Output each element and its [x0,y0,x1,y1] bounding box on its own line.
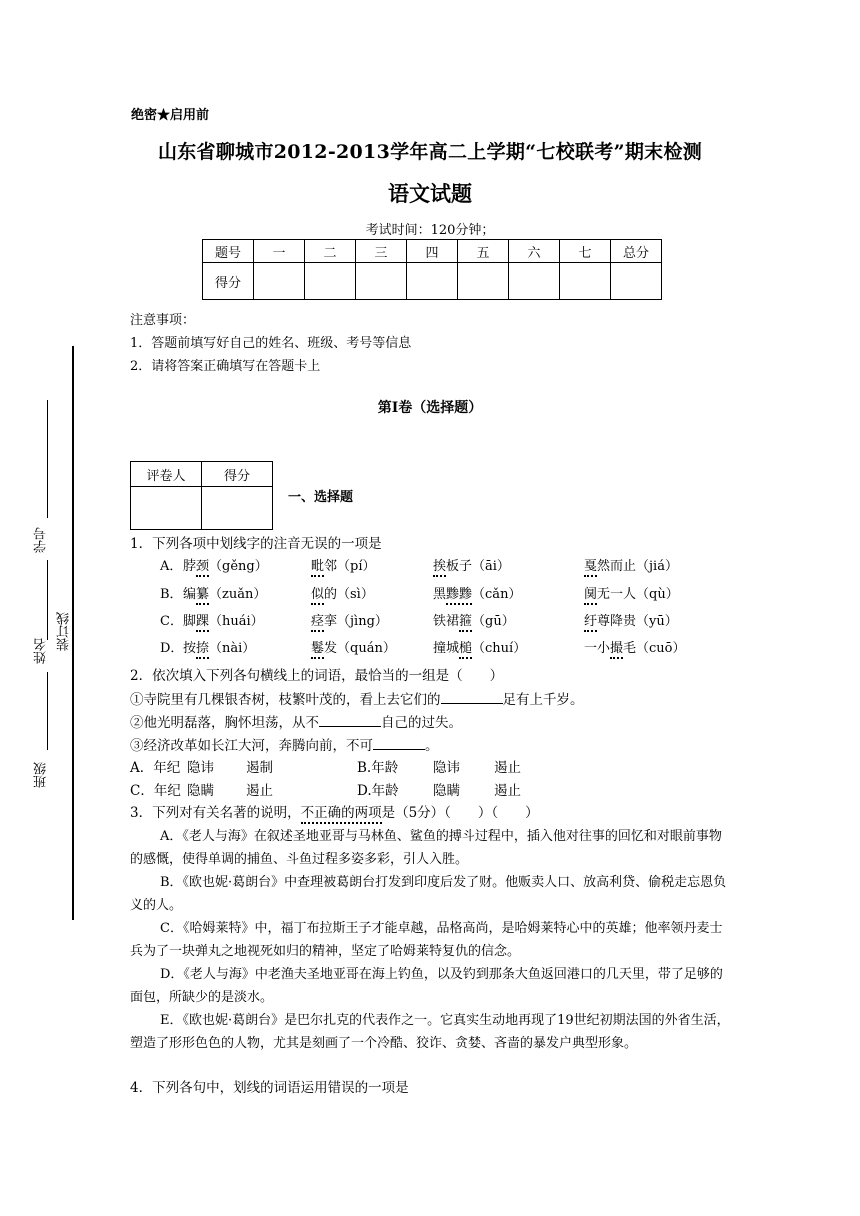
item-text: 邻（pí） [324,559,376,574]
pronunciation-item [433,637,526,656]
grader-header: 评卷人 [131,462,202,487]
note-item: 1．答题前填写好自己的姓名、班级、考号等信息 [130,336,412,351]
pronunciation-item [584,637,686,656]
score-header-cell: 三 [356,240,407,263]
exam-title: 山东省聊城市2012-2013学年高二上学期“七校联考”期末检测 [157,141,703,163]
score-cell[interactable] [509,263,560,300]
marked-character: 槌 [459,641,472,659]
score-cell[interactable] [560,263,611,300]
fill-blank[interactable] [441,691,503,704]
exam-time: 考试时间：120分钟； [365,223,495,238]
item-text: （gěng） [209,559,268,574]
marked-character: 撮 [610,641,623,659]
score-header-cell: 题号 [203,240,254,263]
fill-blank[interactable] [319,714,381,727]
item-text: 板子（āi） [446,559,510,574]
score-table-score-row [203,263,662,300]
marked-character: 纂 [196,587,209,605]
marked-character: 挨 [433,559,446,577]
notes-heading: 注意事项： [130,313,196,328]
name-blank-top[interactable] [47,560,48,640]
option-label: D.年龄 [357,783,399,799]
pronunciation-item [584,583,679,602]
score-table-header-row [203,240,662,263]
option-label: C．年纪 [130,783,181,799]
pronunciation-item [584,555,678,574]
pronunciation-item [311,583,374,602]
option-word: 遏制 [246,760,273,776]
class-label: 班级 [34,762,49,788]
question-2-sentence-1 [130,688,584,708]
item-text: 脚 [183,614,197,629]
marked-character: 踝 [196,614,209,632]
item-text: 编 [183,587,197,602]
marked-character: 颈 [196,559,209,577]
question-1-stem: 1．下列各项中划线字的注音无误的一项是 [130,536,382,552]
option-word: 遏止 [494,783,521,799]
score-header-cell: 二 [305,240,356,263]
option-word: 遏止 [246,783,273,799]
stem-text: 是（5分）（ ）（ ） [381,805,539,821]
score-header-cell: 六 [509,240,560,263]
sentence-text: 自己的过失。 [381,715,462,731]
grader-header: 得分 [202,462,273,487]
score-row-label: 得分 [203,263,254,300]
marked-character: 阒 [584,587,597,605]
item-text: 无一人（qù） [597,587,679,602]
score-header-cell: 七 [560,240,611,263]
grader-table [130,461,273,530]
pronunciation-item [183,637,255,656]
question-3-option-a: A．《老人与海》在叙述圣地亚哥与马林鱼、鲨鱼的搏斗过程中，插入他对往事的回忆和对眼前事物的感慨，使得单调的捕鱼、斗鱼过程多姿多彩，引人入胜。 [130,829,722,867]
item-text: （gū） [472,614,515,629]
item-text: （nài） [209,641,256,656]
marked-character: 箍 [459,614,472,632]
marked-character: 纡 [584,614,597,632]
question-3-option-e: E．《欧也妮·葛朗台》是巴尔扎克的代表作之一。它真实生动地再现了19世纪初期法国的外省生活，塑造了形形色色的人物，尤其是刻画了一个冷酷、狡诈、贪婪、吝啬的暴发户典型形象。 [130,1013,730,1051]
score-header-cell: 总分 [611,240,662,263]
item-text: 黑 [433,587,447,602]
pronunciation-item [311,610,388,629]
item-text: 尊降贵（yū） [597,614,678,629]
student-no-blank[interactable] [47,400,48,518]
marked-character: 黪黪 [446,587,472,605]
question-4-stem: 4．下列各句中，划线的词语运用错误的一项是 [130,1080,409,1096]
marked-character: 戛 [584,559,597,577]
score-table [202,239,662,300]
pronunciation-item [183,610,264,629]
option-label: B.年龄 [357,760,399,776]
marked-character: 毗 [311,559,324,577]
option-word: 隐讳 [187,760,214,776]
item-text: （huái） [209,614,264,629]
pronunciation-item [433,555,510,574]
confidential-label: 绝密★启用前 [131,108,210,123]
score-cell[interactable] [254,263,305,300]
item-text: 的（sì） [324,587,374,602]
part-title: 一、选择题 [288,490,354,505]
seal-line-label: 装订线 [57,612,72,651]
option-word: 隐讳 [433,760,460,776]
score-cell[interactable] [611,263,662,300]
score-header-cell: 五 [458,240,509,263]
item-text: 挛（jìng） [324,614,388,629]
pronunciation-item [311,637,396,656]
item-text: （cǎn） [472,587,522,602]
question-2-stem: 2．依次填入下列各句横线上的词语，最恰当的一组是（ ） [130,668,504,684]
question-2-sentence-3 [130,734,439,754]
stem-text: 3．下列对有关名著的说明， [130,805,301,821]
subject-title: 语文试题 [388,181,472,206]
marked-character: 痉 [311,614,324,632]
name-label: 姓名 [34,638,49,664]
score-header-cell: 四 [407,240,458,263]
score-cell[interactable] [305,263,356,300]
note-item: 2．请将答案正确填写在答题卡上 [130,359,321,374]
item-text: 毛（cuō） [623,641,686,656]
item-text: 脖 [183,559,197,574]
item-text: （chuí） [472,641,527,656]
question-3-option-d: D．《老人与海》中老渔夫圣地亚哥在海上钓鱼，以及钓到那条大鱼返回港口的几天里，带了足够的面包，所缺少的是淡水。 [130,967,723,1005]
option-word: 隐瞒 [187,783,214,799]
section-title: 第Ⅰ卷（选择题） [377,400,483,416]
item-text: 撞城 [433,641,460,656]
pronunciation-item [433,583,521,602]
option-label: A．年纪 [130,760,181,776]
grader-cell[interactable] [131,487,202,530]
question-3-option-c: C．《哈姆莱特》中，福丁布拉斯王子才能卓越，品格高尚，是哈姆莱特心中的英雄；他率领丹麦士兵为了一块弹丸之地视死如归的精神，坚定了哈姆莱特复仇的信念。 [130,921,723,959]
item-text: 按 [183,641,197,656]
sentence-text: ③经济改革如长江大河，奔腾向前，不可 [130,738,373,754]
fill-blank[interactable] [373,737,425,750]
sentence-text: ②他光明磊落，胸怀坦荡，从不 [130,715,319,731]
name-blank[interactable] [47,672,48,750]
marked-character: 鬈 [311,641,324,659]
score-cell[interactable] [356,263,407,300]
option-letter: C． [160,614,183,629]
option-word: 遏止 [494,760,521,776]
option-letter: A． [160,559,183,574]
score-header-cell: 一 [254,240,305,263]
pronunciation-item [183,555,268,574]
marked-character: 捺 [196,641,209,659]
item-text: 铁裙 [433,614,460,629]
sentence-text: 足有上千岁。 [502,692,584,708]
sentence-text: ①寺院里有几棵银杏树，枝繁叶茂的，看上去它们的 [130,692,441,708]
question-3-stem [130,801,539,821]
option-word: 隐瞒 [433,783,460,799]
question-3-option-b: B．《欧也妮·葛朗台》中查理被葛朗台打发到印度后发了财。他贩卖人口、放高利贷、偷税走忘恩负义的人。 [130,875,727,913]
option-letter: B． [160,587,183,602]
pronunciation-item [183,583,266,602]
item-text: 发（quán） [324,641,396,656]
emphasis-text: 不正确的两项 [301,805,382,824]
item-text: 然而止（jiá） [597,559,678,574]
score-cell[interactable] [458,263,509,300]
score-cell[interactable] [407,263,458,300]
pronunciation-item [311,555,376,574]
item-text: （zuǎn） [209,587,267,602]
grader-cell[interactable] [202,487,273,530]
marked-character: 似 [311,587,324,605]
pronunciation-item [584,610,678,629]
option-letter: D． [160,641,184,656]
sentence-text: 。 [425,738,439,754]
item-text: 一小 [584,641,611,656]
question-2-sentence-2 [130,711,462,731]
student-no-label: 学号 [34,527,49,553]
pronunciation-item [433,610,515,629]
